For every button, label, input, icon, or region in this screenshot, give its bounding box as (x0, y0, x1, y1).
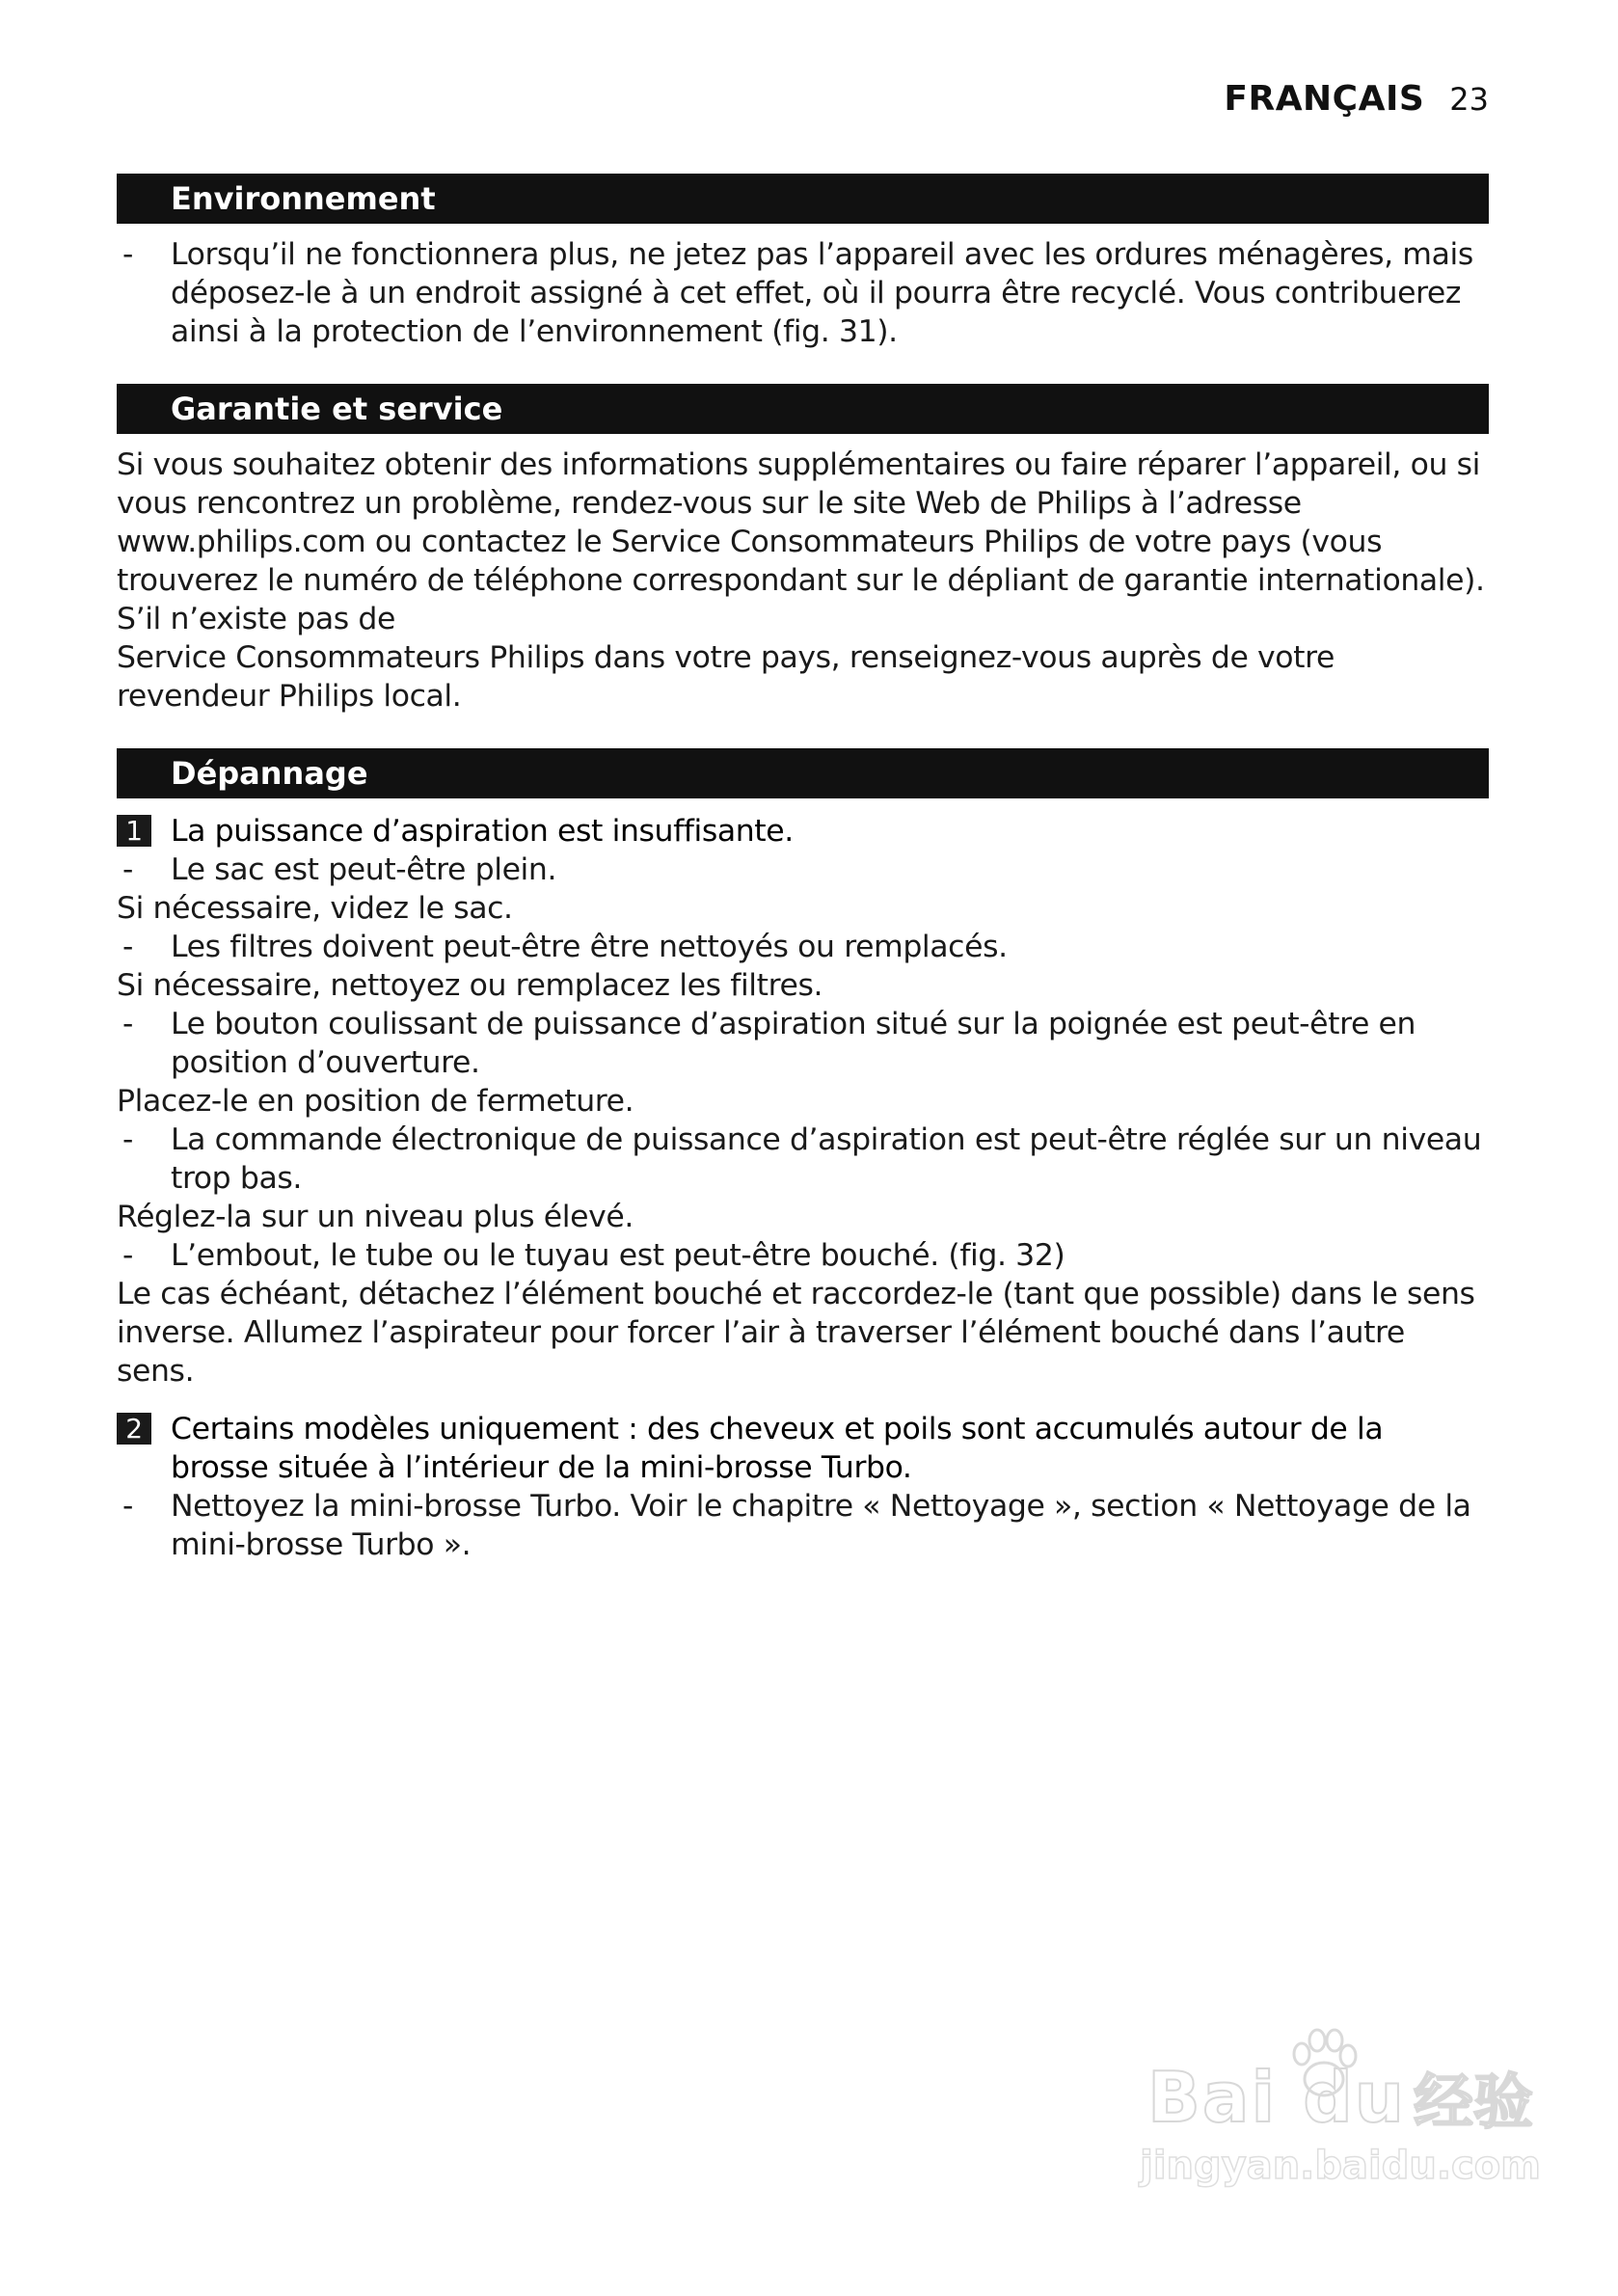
bullet-item (117, 1005, 1489, 1082)
bullet-dash: - (122, 1007, 133, 1041)
baidu-watermark (1138, 2054, 1543, 2247)
language-label: FRANÇAIS (1224, 79, 1425, 119)
bullet-text: Le bouton coulissant de puissance d’aspiration situé sur la poignée est peut-être en position d’ouverture. (171, 1007, 1416, 1080)
bullet-text: L’embout, le tube ou le tuyau est peut-être bouché. (fig. 32) (171, 1238, 1065, 1273)
remedy-text: Si nécessaire, videz le sac. (117, 891, 513, 926)
page-header (1224, 79, 1489, 119)
step-number-badge: 2 (117, 1413, 151, 1445)
step-heading-text: Certains modèles uniquement : des cheveux et poils sont accumulés autour de la brosse située à l’intérieur de la mini-brosse Turbo. (171, 1412, 1384, 1485)
paragraph-garantie-2: Service Consommateurs Philips dans votre pays, renseignez-vous auprès de votre revendeur Philips local. (117, 640, 1335, 714)
bullet-dash: - (122, 237, 133, 272)
bullet-dash: - (122, 930, 133, 964)
bullet-item (117, 928, 1489, 966)
section-heading-garantie: Garantie et service (117, 384, 1489, 434)
bullet-item (117, 1121, 1489, 1198)
page-content (117, 174, 1489, 1564)
bullet-item (117, 235, 1489, 351)
bullet-dash: - (122, 852, 133, 887)
step-1-heading (117, 812, 1489, 851)
watermark-url: jingyan.baidu.com (1140, 2144, 1541, 2188)
section-heading-depannage: Dépannage (117, 748, 1489, 798)
bullet-dash: - (122, 1489, 133, 1524)
watermark-logo: Bai du (1146, 2056, 1406, 2138)
bullet-dash: - (122, 1238, 133, 1273)
bullet-text: La commande électronique de puissance d’aspiration est peut-être réglée sur un niveau trop bas. (171, 1122, 1482, 1196)
remedy-text: Réglez-la sur un niveau plus élevé. (117, 1200, 634, 1234)
paragraph-garantie: Si vous souhaitez obtenir des informations supplémentaires ou faire réparer l’appareil, ou si vous rencontrez un problème, rendez-vous sur le site Web de Philips à l’adresse www.philips.com ou contactez le Service Consommateurs Philips de votre pays (vous trouverez le numéro de téléphone correspondant sur le dépliant de garantie internationale). S’il n’existe pas de (117, 447, 1485, 636)
bullet-item (117, 1487, 1489, 1564)
remedy-text: Si nécessaire, nettoyez ou remplacez les filtres. (117, 968, 823, 1003)
step-number-badge: 1 (117, 815, 151, 847)
bullet-text: Nettoyez la mini-brosse Turbo. Voir le chapitre « Nettoyage », section « Nettoyage de la mini-brosse Turbo ». (171, 1489, 1471, 1562)
paw-icon (1281, 2021, 1367, 2108)
step-2-heading (117, 1410, 1489, 1487)
page-number: 23 (1449, 81, 1489, 118)
bullet-dash: - (122, 1122, 133, 1157)
remedy-text: Placez-le en position de fermeture. (117, 1084, 634, 1119)
step-heading-text: La puissance d’aspiration est insuffisante. (171, 814, 794, 849)
bullet-text: Les filtres doivent peut-être être nettoyés ou remplacés. (171, 930, 1008, 964)
section-heading-environnement: Environnement (117, 174, 1489, 224)
bullet-text: Le sac est peut-être plein. (171, 852, 557, 887)
watermark-cn: 经验 (1414, 2066, 1534, 2137)
bullet-text: Lorsqu’il ne fonctionnera plus, ne jetez pas l’appareil avec les ordures ménagères, mais déposez-le à un endroit assigné à cet effet, où il pourra être recyclé. Vous contribuerez ainsi à la protection de l’environnement (fig. 31). (171, 237, 1473, 349)
remedy-text: Le cas échéant, détachez l’élément bouché et raccordez-le (tant que possible) dans le sens inverse. Allumez l’aspirateur pour forcer l’air à traverser l’élément bouché dans l’autre sens. (117, 1277, 1475, 1389)
bullet-item (117, 851, 1489, 889)
bullet-item (117, 1236, 1489, 1275)
